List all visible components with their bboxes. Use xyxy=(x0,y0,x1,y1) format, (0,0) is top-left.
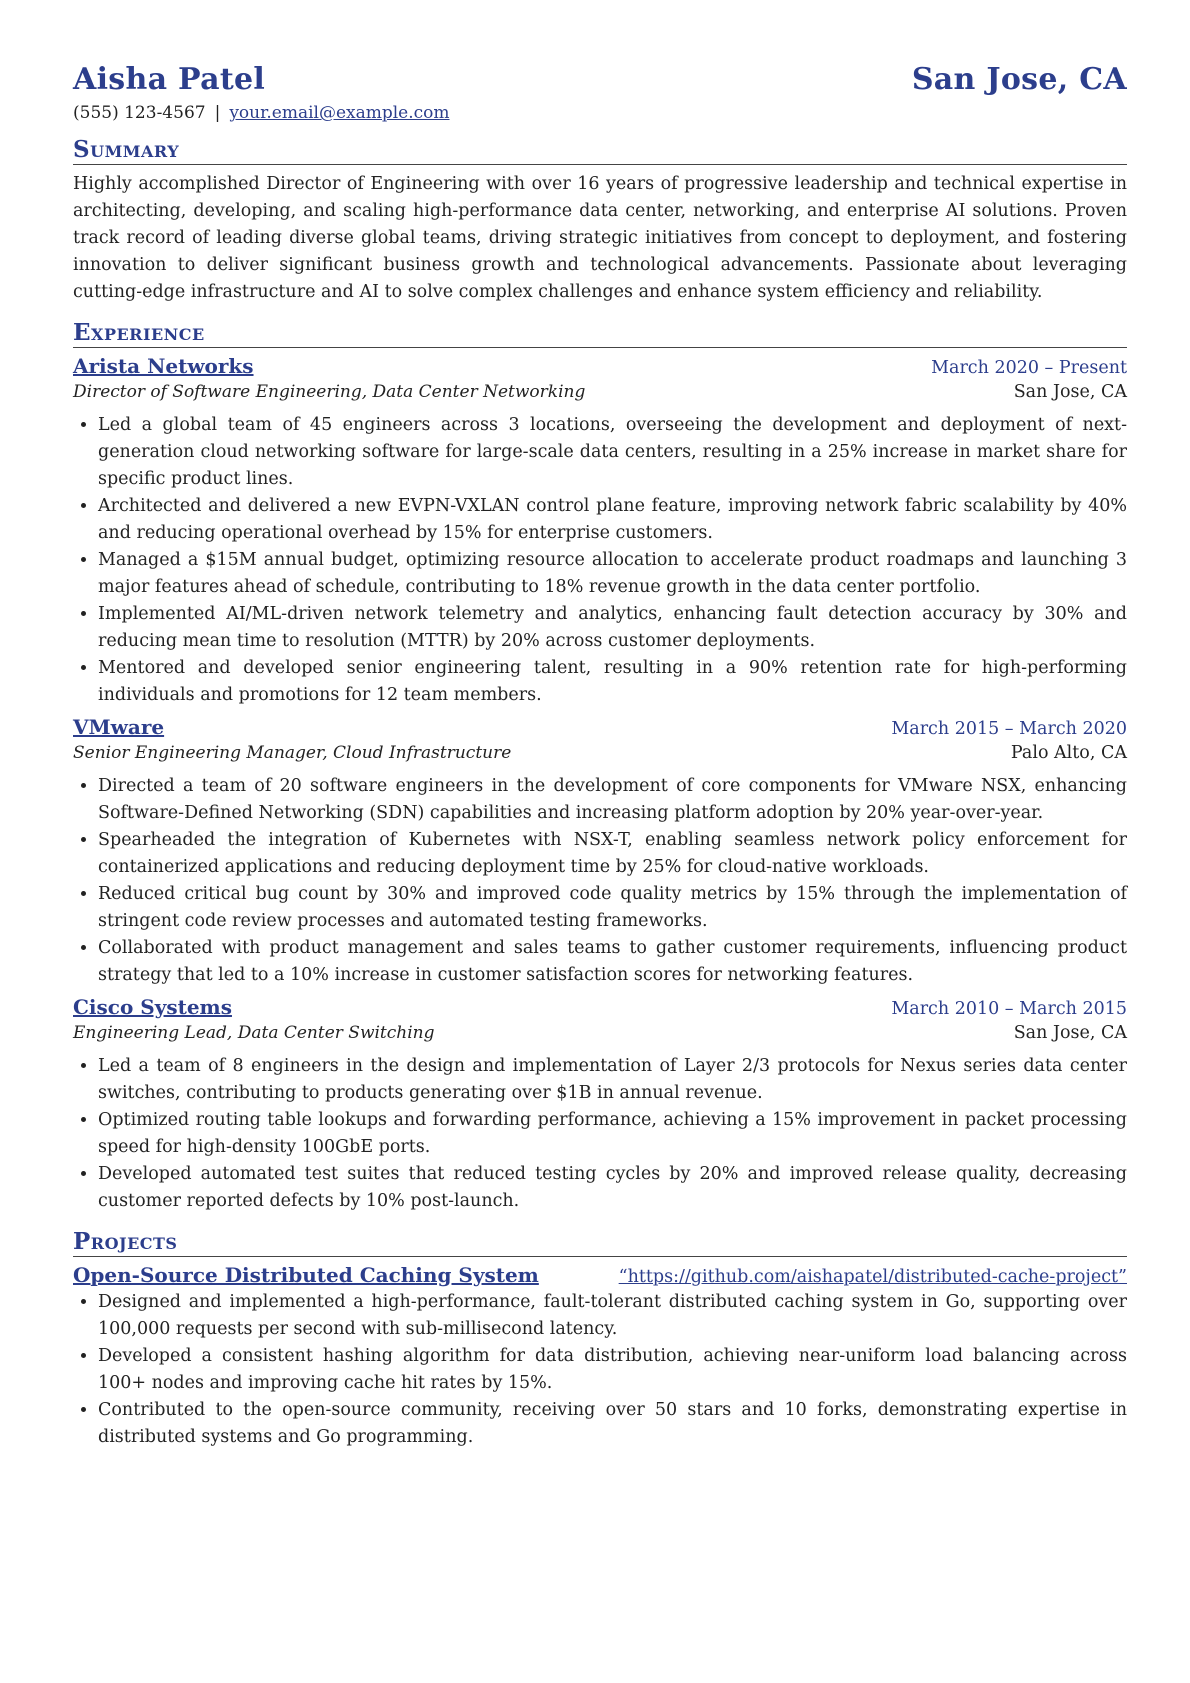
bullet-item: • Spearheaded the integration of Kubernetes with NSX-T, enabling seamless network policy enforcement for containerized applications and reducing deployment time by 25% for cloud-native workloads. xyxy=(98,827,1127,881)
bullet-item: • Collaborated with product management and sales teams to gather customer requirements, influencing product strategy that led to a 10% increase in customer satisfaction scores for networking features. xyxy=(98,935,1127,989)
summary-text: Highly accomplished Director of Engineering with over 16 years of progressive leadership and technical expertise in architecting, developing, and scaling high-performance data center, networking, and enterprise AI solutions. Proven track record of leading diverse global teams, driving strategic initiatives from concept to deployment, and fostering innovation to deliver significant business growth and technological advancements. Passionate about leveraging cutting-edge infrastructure and AI to solve complex challenges and enhance system efficiency and reliability. xyxy=(73,174,1127,302)
candidate-name: Aisha Patel xyxy=(73,62,266,97)
project-name-link[interactable]: Open-Source Distributed Caching System xyxy=(73,1263,539,1287)
phone-number: (555) 123-4567 xyxy=(73,103,206,123)
project-entry xyxy=(73,1263,1127,1451)
experience-section xyxy=(73,320,1127,1215)
bullet-item: • Directed a team of 20 software engineers in the development of core components for VMware NSX, enhancing Software-Defined Networking (SDN) capabilities and increasing platform adoption by 20% year-over-year. xyxy=(98,773,1127,827)
company-link[interactable]: Cisco Systems xyxy=(73,995,232,1019)
company-link[interactable]: Arista Networks xyxy=(73,354,254,378)
resume-header xyxy=(73,62,1127,97)
job-dates: March 2010 – March 2015 xyxy=(891,999,1127,1019)
job-dates: March 2020 – Present xyxy=(931,358,1127,378)
bullet-item: • Developed a consistent hashing algorithm for data distribution, achieving near-uniform load balancing across 100+ nodes and improving cache hit rates by 15%. xyxy=(98,1343,1127,1397)
contact-separator: | xyxy=(214,103,221,123)
projects-section xyxy=(73,1229,1127,1451)
job-entry xyxy=(73,715,1127,989)
bullet-item: • Implemented AI/ML-driven network telemetry and analytics, enhancing fault detection accuracy by 30% and reducing mean time to resolution (MTTR) by 20% across customer deployments. xyxy=(98,601,1127,655)
bullet-item: • Reduced critical bug count by 30% and improved code quality metrics by 15% through the implementation of stringent code review processes and automated testing frameworks. xyxy=(98,881,1127,935)
job-dates: March 2015 – March 2020 xyxy=(891,719,1127,739)
bullet-item: • Managed a $15M annual budget, optimizing resource allocation to accelerate product roadmaps and launching 3 major features ahead of schedule, contributing to 18% revenue growth in the data center portfolio. xyxy=(98,547,1127,601)
company-link[interactable]: VMware xyxy=(73,715,165,739)
bullet-item: • Designed and implemented a high-performance, fault-tolerant distributed caching system in Go, supporting over 100,000 requests per second with sub-millisecond latency. xyxy=(98,1289,1127,1343)
job-bullets xyxy=(73,773,1127,989)
bullet-item: • Architected and delivered a new EVPN-VXLAN control plane feature, improving network fabric scalability by 40% and reducing operational overhead by 15% for enterprise customers. xyxy=(98,493,1127,547)
job-bullets xyxy=(73,1053,1127,1215)
contact-line xyxy=(73,103,1127,123)
job-role: Director of Software Engineering, Data Center Networking xyxy=(73,382,586,402)
experience-heading: Experience xyxy=(73,320,1127,348)
job-role: Engineering Lead, Data Center Switching xyxy=(73,1023,435,1043)
job-location: Palo Alto, CA xyxy=(1010,743,1127,763)
job-entry xyxy=(73,995,1127,1215)
bullet-item: • Led a team of 8 engineers in the design and implementation of Layer 2/3 protocols for Nexus series data center switches, contributing to products generating over $1B in annual revenue. xyxy=(98,1053,1127,1107)
job-entry xyxy=(73,354,1127,709)
candidate-location: San Jose, CA xyxy=(911,62,1127,97)
bullet-item: • Contributed to the open-source community, receiving over 50 stars and 10 forks, demonstrating expertise in distributed systems and Go programming. xyxy=(98,1397,1127,1451)
bullet-item: • Mentored and developed senior engineering talent, resulting in a 90% retention rate for high-performing individuals and promotions for 12 team members. xyxy=(98,655,1127,709)
job-bullets xyxy=(73,412,1127,709)
summary-heading: Summary xyxy=(73,137,1127,165)
job-location: San Jose, CA xyxy=(1013,1023,1127,1043)
bullet-item: • Led a global team of 45 engineers across 3 locations, overseeing the development and deployment of next-generation cloud networking software for large-scale data centers, resulting in a 25% increase in market share for specific product lines. xyxy=(98,412,1127,493)
bullet-item: • Optimized routing table lookups and forwarding performance, achieving a 15% improvement in packet processing speed for high-density 100GbE ports. xyxy=(98,1107,1127,1161)
bullet-item: • Developed automated test suites that reduced testing cycles by 20% and improved release quality, decreasing customer reported defects by 10% post-launch. xyxy=(98,1161,1127,1215)
job-role: Senior Engineering Manager, Cloud Infrastructure xyxy=(73,743,512,763)
job-location: San Jose, CA xyxy=(1013,382,1127,402)
email-link[interactable]: your.email@example.com xyxy=(229,103,450,123)
summary-section xyxy=(73,137,1127,306)
resume-page xyxy=(73,62,1127,1451)
project-bullets xyxy=(73,1289,1127,1451)
project-url-link[interactable]: “https://github.com/aishapatel/distributed-cache-project” xyxy=(618,1267,1127,1287)
projects-heading: Projects xyxy=(73,1229,1127,1257)
